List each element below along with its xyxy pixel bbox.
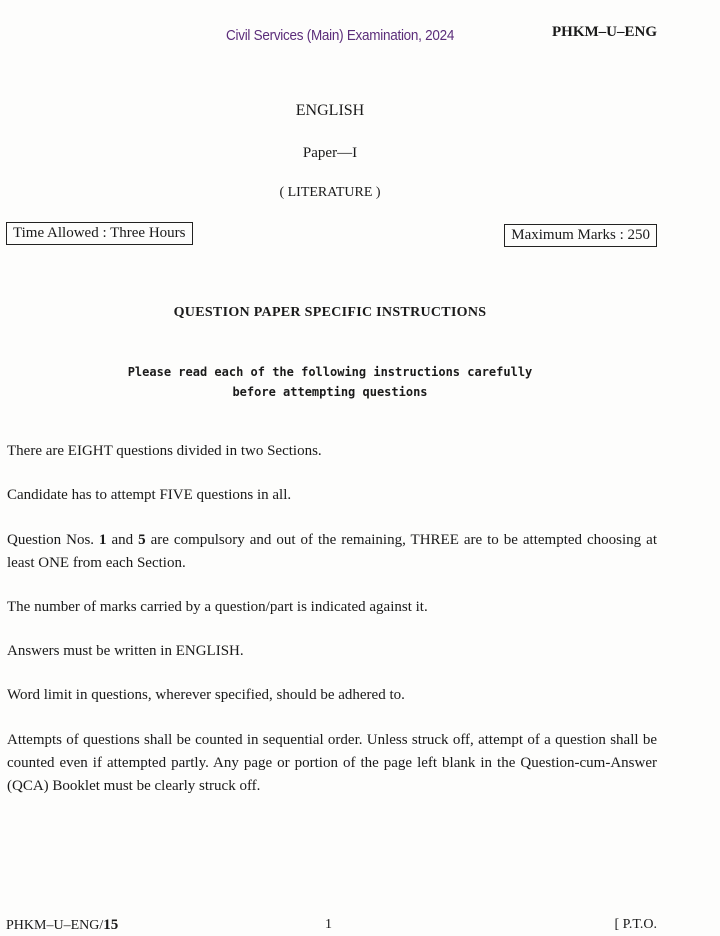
maximum-marks-box: Maximum Marks : 250 xyxy=(504,224,657,247)
footer-code-text: PHKM–U–ENG/ xyxy=(6,918,104,933)
instruction-text: and xyxy=(106,532,139,548)
question-number: 1 xyxy=(99,532,107,548)
page-number: 1 xyxy=(325,917,332,932)
exam-title: Civil Services (Main) Examination, 2024 xyxy=(226,27,455,44)
instruction-paragraph: Attempts of questions shall be counted in sequential order. Unless struck off, attempt of a question shall be counted even if attempted partly. Any page or portion of the page left blank in the Question-cum-Answer (QCA) Booklet must be clearly struck off. xyxy=(7,732,657,794)
footer-code-number: 15 xyxy=(103,917,119,933)
subject-title: ENGLISH xyxy=(295,102,365,119)
paper-subtitle: ( LITERATURE ) xyxy=(279,185,381,200)
instruction-text: are compulsory and out of the remaining, THREE are to be attempted choosing at least ONE from each Section. xyxy=(7,532,657,571)
paper-code: PHKM–U–ENG xyxy=(552,24,657,40)
instruction-paragraph xyxy=(7,529,657,575)
instructions-subheading-line1: Please read each of the following instructions carefully xyxy=(127,365,533,379)
instruction-paragraph: There are EIGHT questions divided in two Sections. xyxy=(7,443,322,459)
question-number: 5 xyxy=(138,532,146,548)
instruction-paragraph: The number of marks carried by a question/part is indicated against it. xyxy=(7,599,428,615)
instruction-paragraph: Candidate has to attempt FIVE questions in all. xyxy=(7,487,292,503)
instruction-paragraph: Answers must be written in ENGLISH. xyxy=(7,643,244,659)
instructions-subheading-line2: before attempting questions xyxy=(232,385,428,399)
instruction-paragraph: Word limit in questions, wherever specified, should be adhered to. xyxy=(7,687,405,703)
paper-number: Paper—I xyxy=(302,145,358,161)
time-allowed-box: Time Allowed : Three Hours xyxy=(6,222,193,245)
instructions-heading: QUESTION PAPER SPECIFIC INSTRUCTIONS xyxy=(173,305,487,320)
instructions-subheading xyxy=(0,362,660,402)
instruction-text: Question Nos. xyxy=(7,532,100,548)
pto-label: [ P.T.O. xyxy=(614,917,657,932)
footer-paper-code xyxy=(6,917,118,934)
